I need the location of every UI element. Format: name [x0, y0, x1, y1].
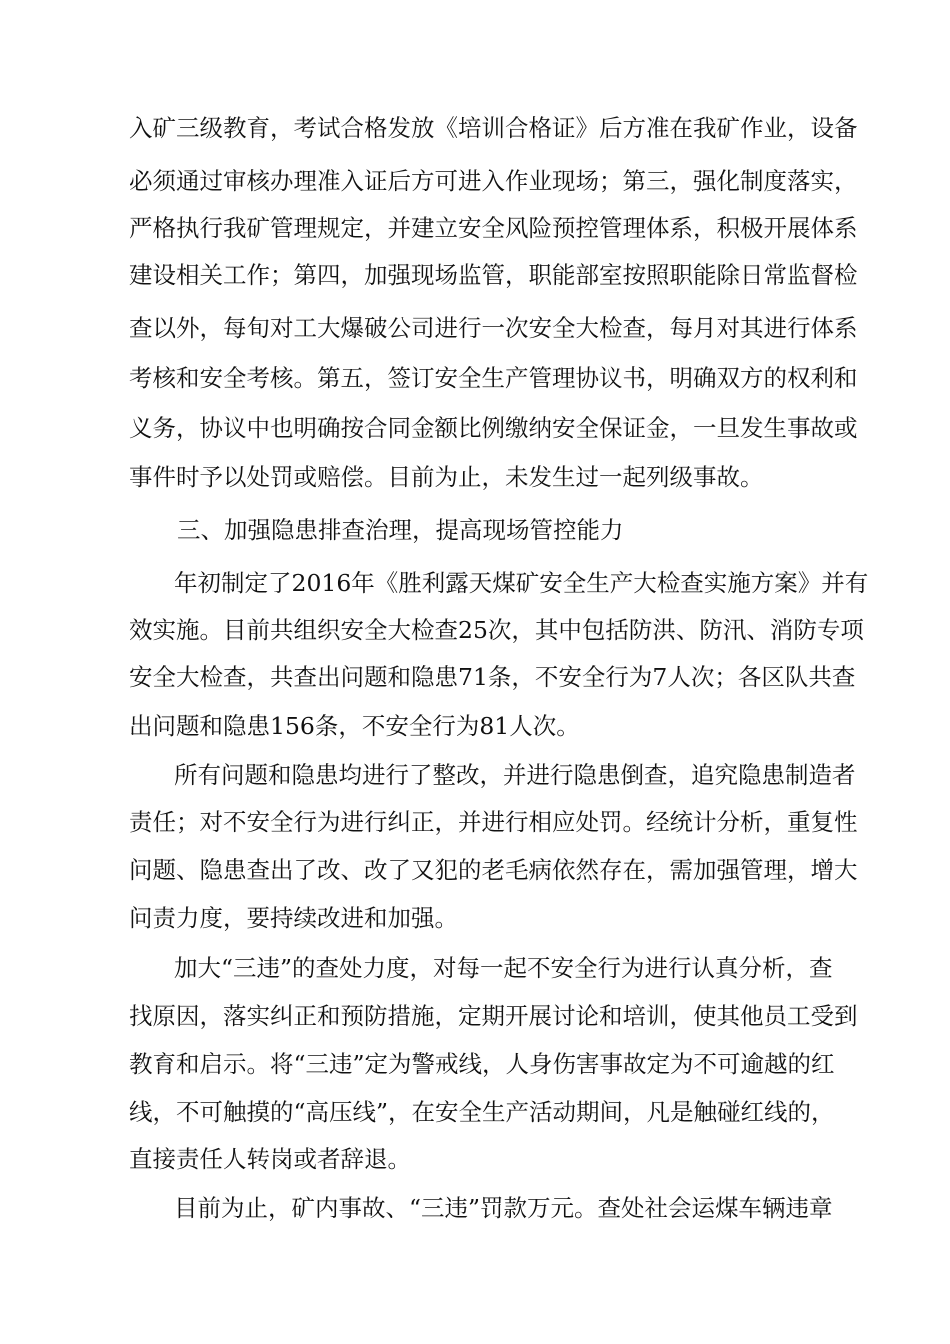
text-line: 入矿三级教育，考试合格发放《培训合格证》后方准在我矿作业，设备 [129, 114, 858, 142]
text-line: 建设相关工作；第四，加强现场监管，职能部室按照职能除日常监督检 [129, 261, 858, 289]
text-line: 加大“三违”的查处力度，对每一起不安全行为进行认真分析，查 [174, 954, 833, 982]
text-line: 年初制定了2016年《胜利露天煤矿安全生产大检查实施方案》并有 [174, 569, 869, 597]
text-line: 问题、隐患查出了改、改了又犯的老毛病依然存在，需加强管理，增大 [129, 856, 858, 884]
text-line: 目前为止，矿内事故、“三违”罚款万元。查处社会运煤车辆违章 [174, 1194, 833, 1222]
text-line: 找原因，落实纠正和预防措施，定期开展讨论和培训，使其他员工受到 [129, 1002, 858, 1030]
text-line: 查以外，每旬对工大爆破公司进行一次安全大检查，每月对其进行体系 [129, 314, 858, 342]
text-line: 必须通过审核办理准入证后方可进入作业现场；第三，强化制度落实， [129, 167, 858, 195]
text-line: 问责力度，要持续改进和加强。 [129, 904, 458, 932]
text-line: 出问题和隐患156条，不安全行为81人次。 [129, 712, 580, 740]
text-line: 严格执行我矿管理规定，并建立安全风险预控管理体系，积极开展体系 [129, 214, 858, 242]
text-line: 所有问题和隐患均进行了整改，并进行隐患倒查，追究隐患制造者 [174, 761, 856, 789]
text-line: 事件时予以处罚或赔偿。目前为止，未发生过一起列级事故。 [129, 463, 764, 491]
text-line: 直接责任人转岗或者辞退。 [129, 1145, 411, 1173]
text-line: 考核和安全考核。第五，签订安全生产管理协议书，明确双方的权利和 [129, 364, 858, 392]
text-line: 安全大检查，共查出问题和隐患71条，不安全行为7人次；各区队共查 [129, 663, 856, 691]
text-line: 义务，协议中也明确按合同金额比例缴纳安全保证金，一旦发生事故或 [129, 414, 858, 442]
text-line: 责任；对不安全行为进行纠正，并进行相应处罚。经统计分析，重复性 [129, 808, 858, 836]
section-heading: 三、加强隐患排查治理，提高现场管控能力 [177, 516, 624, 544]
text-line: 线，不可触摸的“高压线”，在安全生产活动期间，凡是触碰红线的， [129, 1098, 835, 1126]
text-line: 效实施。目前共组织安全大检查25次，其中包括防洪、防汛、消防专项 [129, 616, 864, 644]
text-line: 教育和启示。将“三违”定为警戒线，人身伤害事故定为不可逾越的红 [129, 1050, 835, 1078]
